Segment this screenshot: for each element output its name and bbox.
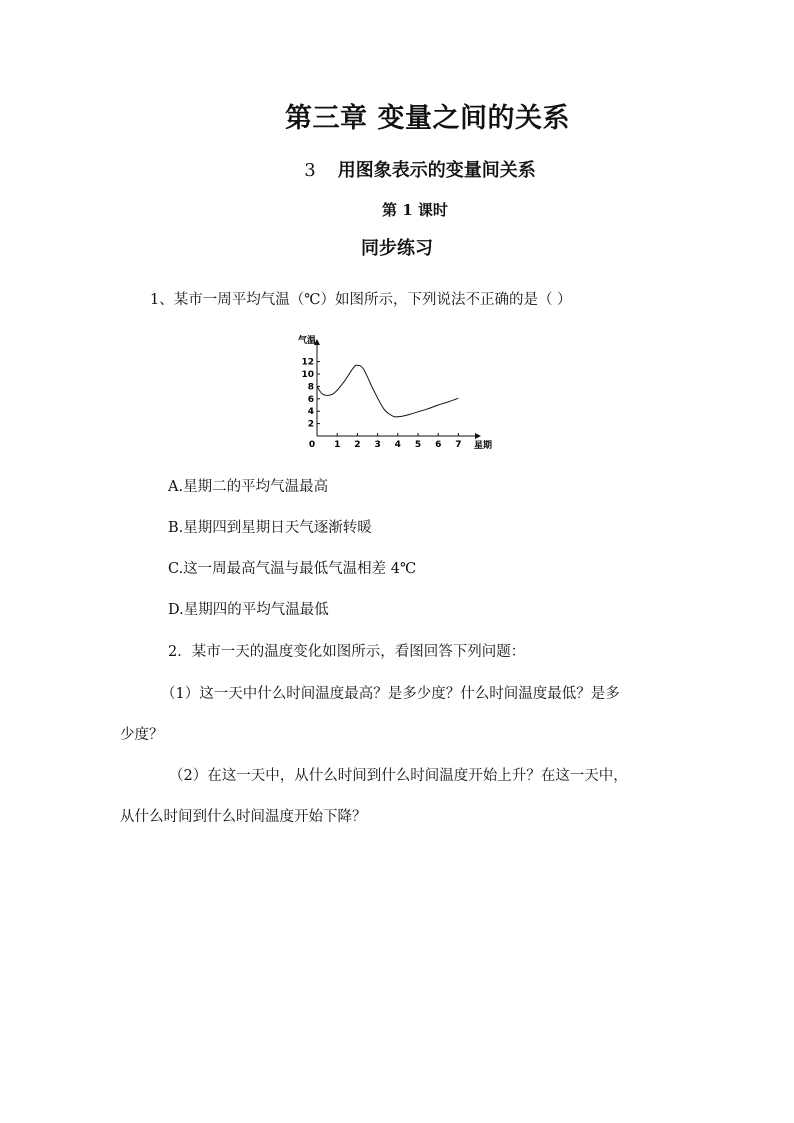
practice-title: 同步练习 (361, 238, 433, 259)
temperature-chart (290, 328, 500, 453)
x-tick-label: 2 (354, 440, 361, 450)
x-tick-label: 1 (334, 440, 341, 450)
question2-stem: 2．某市一天的温度变化如图所示，看图回答下列问题： (168, 644, 526, 660)
option-b: B.星期四到星期日天气逐渐转暖 (168, 520, 372, 536)
question2-part2-line1: （2）在这一天中，从什么时间到什么时间温度开始上升？在这一天中， (169, 768, 628, 784)
x-axis-label: 星期 (474, 441, 493, 451)
y-tick-label: 2 (307, 419, 314, 430)
x-tick-label: 4 (394, 440, 401, 450)
y-axis-label: 气温 (298, 336, 317, 346)
option-a: A.星期二的平均气温最高 (168, 479, 329, 495)
x-tick-label: 3 (374, 440, 381, 450)
option-c: C.这一周最高气温与最低气温相差 4℃ (168, 561, 417, 577)
lesson-label: 第 1 课时 (382, 201, 448, 219)
section-title: 用图象表示的变量间关系 (337, 160, 536, 181)
section-heading (0, 156, 794, 182)
origin-label: 0 (308, 440, 316, 450)
y-tick-label: 12 (301, 357, 314, 368)
y-tick-label: 8 (307, 382, 314, 393)
x-tick-label: 6 (435, 440, 442, 450)
section-number: 3 (304, 160, 316, 181)
y-tick-label: 4 (307, 407, 314, 418)
question1-stem: 1、某市一周平均气温（℃）如图所示，下列说法不正确的是（ ） (150, 292, 572, 308)
question2-part1-line2: 少度？ (120, 727, 164, 743)
x-tick-label: 7 (455, 440, 462, 450)
y-tick-label: 6 (307, 394, 314, 405)
x-tick-label: 5 (414, 440, 422, 450)
chapter-title: 第三章 变量之间的关系 (285, 103, 570, 134)
question2-part1-line1: （1）这一天中什么时间温度最高？是多少度？什么时间温度最低？是多 (161, 686, 620, 702)
question2-part2-line2: 从什么时间到什么时间温度开始下降？ (120, 809, 367, 825)
option-d: D.星期四的平均气温最低 (168, 602, 329, 618)
y-tick-label: 10 (301, 370, 314, 380)
series-line (317, 365, 458, 417)
